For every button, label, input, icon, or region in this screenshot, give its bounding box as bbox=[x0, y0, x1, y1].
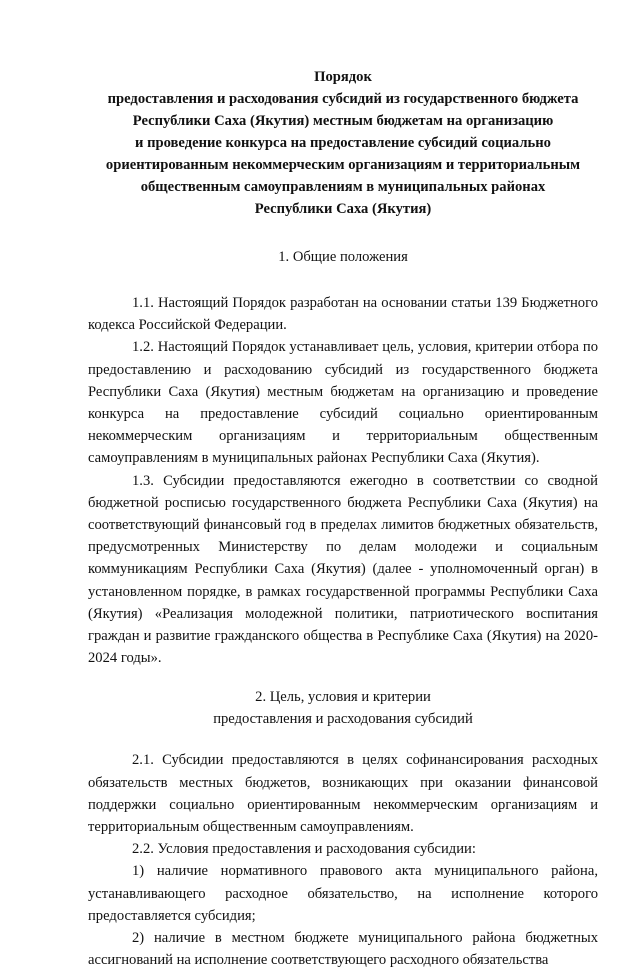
section-heading-line: предоставления и расходования субсидий bbox=[213, 711, 473, 728]
paragraph-1-2: 1.2. Настоящий Порядок устанавливает цель, условия, критерии отбора по предоставлению и расходованию субсидий из государственного бюджета Республики Саха (Якутия) местным бюджетам на организацию и проведение конкурса на предоставление субсидий социально ориентированным некоммерческим организациям и территориальным общественным самоуправлениям в муниципальных районах Республики Саха (Якутия). bbox=[88, 339, 598, 467]
paragraph-condition-1: 1) наличие нормативного правового акта муниципального района, устанавливающего расходное обязательство, на исполнение которого предоставляется субсидия; bbox=[88, 863, 598, 924]
section-heading-general-provisions bbox=[88, 246, 598, 268]
title-line: ориентированным некоммерческим организациям и территориальным bbox=[105, 157, 581, 173]
paragraph-1-1: 1.1. Настоящий Порядок разработан на основании статьи 139 Бюджетного кодекса Российской Федерации. bbox=[88, 295, 598, 334]
title-line: Республики Саха (Якутия) bbox=[254, 201, 432, 217]
document-title bbox=[88, 66, 598, 220]
section-heading-goals-conditions bbox=[88, 686, 598, 730]
title-line: Порядок bbox=[314, 69, 372, 85]
section-heading-line: 2. Цель, условия и критерии bbox=[255, 689, 431, 706]
paragraph-2-1: 2.1. Субсидии предоставляются в целях софинансирования расходных обязательств местных бюджетов, возникающих при оказании финансовой поддержки социально ориентированным некоммерческим организациям и территориальным общественным самоуправлениям. bbox=[88, 752, 598, 836]
title-line: предоставления и расходования субсидий из государственного бюджета bbox=[107, 91, 579, 107]
paragraph-1-3: 1.3. Субсидии предоставляются ежегодно в соответствии со сводной бюджетной росписью государственного бюджета Республики Саха (Якутия) на соответствующий финансовый год в пределах лимитов бюджетных обязательств, предусмотренных Министерству по делам молодежи и социальным коммуникациям Республики Саха (Якутия) (далее - уполномоченный орган) в установленном порядке, в рамках государственной программы Республики Саха (Якутия) «Реализация молодежной политики, патриотического воспитания граждан и развитие гражданского общества в Республике Саха (Якутия) на 2020-2024 годы». bbox=[88, 472, 598, 667]
paragraph-condition-2: 2) наличие в местном бюджете муниципального района бюджетных ассигнований на исполнение соответствующего расходного обязательства bbox=[88, 930, 598, 969]
title-line: и проведение конкурса на предоставление субсидий социально bbox=[135, 135, 551, 151]
paragraph-2-2: 2.2. Условия предоставления и расходования субсидии: bbox=[132, 841, 476, 858]
title-line: общественным самоуправлениям в муниципальных районах bbox=[140, 179, 546, 195]
title-line: Республики Саха (Якутия) местным бюджетам на организацию bbox=[132, 113, 554, 129]
section-heading-line: 1. Общие положения bbox=[278, 249, 408, 265]
